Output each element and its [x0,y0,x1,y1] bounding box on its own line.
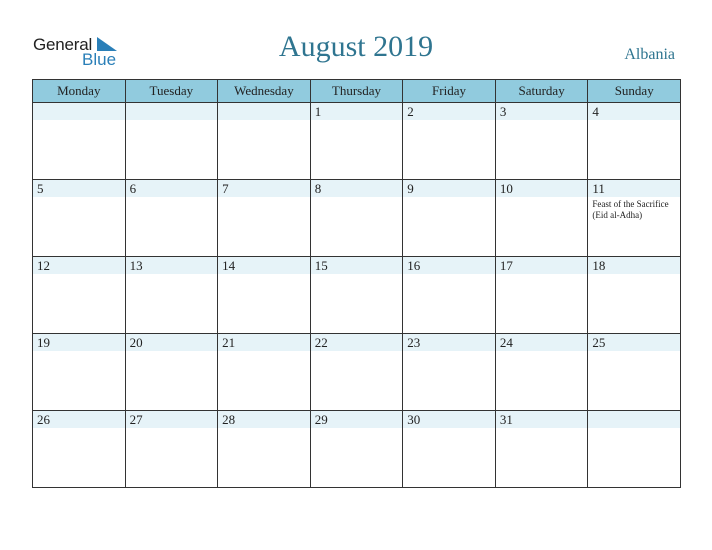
country-label: Albania [624,46,675,63]
holiday-label [311,351,403,353]
week-row [33,257,681,334]
week-row [33,103,681,180]
day-cell [125,180,218,257]
day-number: 17 [496,257,588,274]
holiday-label [33,428,125,430]
weekday-header: Friday [403,80,496,103]
day-cell [33,334,126,411]
day-number: 5 [33,180,125,197]
holiday-label [33,120,125,122]
weekday-header-row [33,80,681,103]
day-cell [218,103,311,180]
week-row [33,180,681,257]
holiday-label [403,197,495,199]
holiday-label [496,428,588,430]
logo-text-general: General [33,35,93,54]
day-number: 28 [218,411,310,428]
day-number: 23 [403,334,495,351]
day-cell [218,257,311,334]
day-cell [218,411,311,488]
weekday-header: Saturday [495,80,588,103]
logo-text-blue: Blue [82,50,117,69]
holiday-label [403,120,495,122]
weekday-header: Sunday [588,80,681,103]
day-cell [588,411,681,488]
day-number: 11 [588,180,680,197]
holiday-label [311,274,403,276]
holiday-label [218,274,310,276]
day-cell [218,334,311,411]
holiday-label [588,274,680,276]
day-cell [403,180,496,257]
day-number: 16 [403,257,495,274]
day-cell [310,411,403,488]
day-number: 10 [496,180,588,197]
day-cell [218,180,311,257]
day-cell [310,334,403,411]
day-number [33,103,125,120]
holiday-label [496,351,588,353]
holiday-label: Feast of the Sacrifice (Eid al-Adha) [592,199,669,220]
day-number: 29 [311,411,403,428]
day-number: 4 [588,103,680,120]
day-cell [495,411,588,488]
day-number: 30 [403,411,495,428]
day-cell [33,103,126,180]
day-number: 1 [311,103,403,120]
day-cell [33,180,126,257]
day-number: 12 [33,257,125,274]
day-number: 24 [496,334,588,351]
day-cell [125,103,218,180]
day-cell [588,103,681,180]
day-cell [495,103,588,180]
holiday-label [126,428,218,430]
day-number: 25 [588,334,680,351]
day-cell [310,103,403,180]
holiday-label [126,197,218,199]
day-number: 13 [126,257,218,274]
day-number: 27 [126,411,218,428]
day-cell [33,257,126,334]
day-cell [125,257,218,334]
holiday-label [496,274,588,276]
holiday-label [403,351,495,353]
holiday-label [218,351,310,353]
holiday-label [126,120,218,122]
day-number: 31 [496,411,588,428]
day-number: 7 [218,180,310,197]
holiday-label [33,274,125,276]
holiday-label [126,274,218,276]
day-cell [495,257,588,334]
holiday-label [311,428,403,430]
day-cell [495,180,588,257]
holiday-label [403,274,495,276]
day-number: 19 [33,334,125,351]
day-cell [588,180,681,257]
day-number: 3 [496,103,588,120]
day-number: 2 [403,103,495,120]
holiday-label [218,428,310,430]
day-cell [403,103,496,180]
holiday-label [588,428,680,430]
day-number: 9 [403,180,495,197]
day-cell [310,257,403,334]
day-number: 14 [218,257,310,274]
day-cell [33,411,126,488]
week-row [33,334,681,411]
day-number [218,103,310,120]
day-cell [125,334,218,411]
day-number: 6 [126,180,218,197]
holiday-label [496,120,588,122]
holiday-label [588,351,680,353]
day-number: 26 [33,411,125,428]
holiday-label [496,197,588,199]
day-number: 15 [311,257,403,274]
holiday-label [403,428,495,430]
holiday-label [33,197,125,199]
day-number: 21 [218,334,310,351]
day-cell [588,257,681,334]
day-cell [403,257,496,334]
day-number [588,411,680,428]
calendar-grid [32,79,681,488]
weekday-header: Wednesday [218,80,311,103]
day-number: 8 [311,180,403,197]
holiday-label [311,120,403,122]
day-number: 20 [126,334,218,351]
day-number: 18 [588,257,680,274]
day-cell [403,411,496,488]
holiday-label [33,351,125,353]
weekday-header: Monday [33,80,126,103]
holiday-label [218,120,310,122]
holiday-label [311,197,403,199]
day-cell [588,334,681,411]
day-cell [403,334,496,411]
page-title: August 2019 [278,30,434,63]
day-number: 22 [311,334,403,351]
holiday-label [218,197,310,199]
day-cell [125,411,218,488]
weekday-header: Thursday [310,80,403,103]
day-number [126,103,218,120]
holiday-label [126,351,218,353]
week-row [33,411,681,488]
weekday-header: Tuesday [125,80,218,103]
holiday-label [588,120,680,122]
day-cell [495,334,588,411]
day-cell [310,180,403,257]
